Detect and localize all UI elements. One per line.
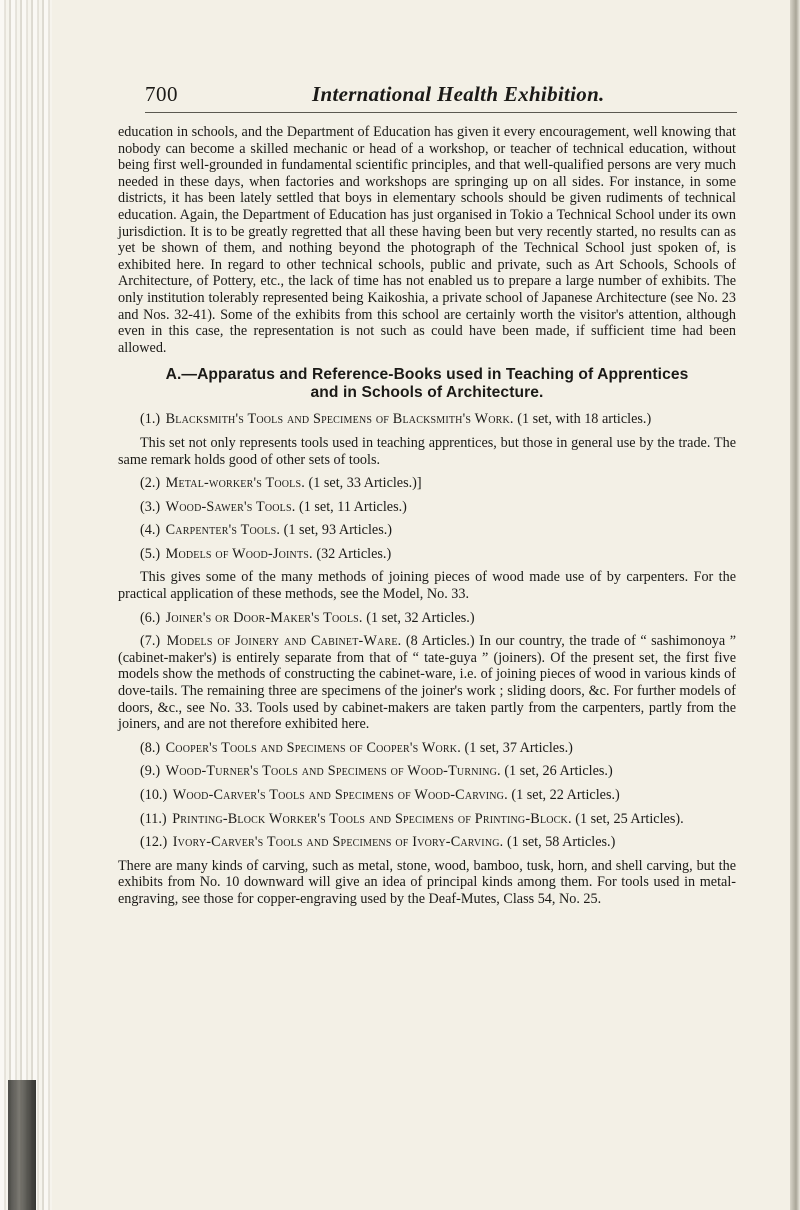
item-title: Cooper's Tools and Specimens of Cooper's Work. (165, 739, 461, 756)
section-heading-line-1: A.—Apparatus and Reference-Books used in Teaching of Apprentices (165, 366, 689, 384)
item-detail: (1 set, 32 Articles.) (362, 609, 475, 626)
item-number: (12.) (140, 834, 168, 851)
list-item (118, 633, 736, 733)
item-number: (3.) (140, 498, 161, 515)
item-detail: (1 set, 11 Articles.) (295, 498, 407, 515)
item-number: (5.) (140, 545, 161, 562)
list-item (118, 610, 736, 627)
running-header (145, 82, 737, 113)
item-number: (2.) (140, 475, 161, 492)
item-title: Models of Joinery and Cabinet-Ware. (166, 633, 402, 650)
item-detail: (1 set, with 18 articles.) (513, 411, 652, 428)
section-heading (118, 366, 736, 402)
list-item (118, 522, 736, 539)
item-title: Models of Wood-Joints. (165, 545, 313, 562)
intro-paragraph: education in schools, and the Department of Education has given it every encouragement, well knowing that nobody can become a skilled mechanic or head of a workshop, or teacher of technical education, without being first well-grounded in fundamental scientific principles, and that well-qualified persons are very much needed in these days, when factories and workshops are springing up on all sides. For instance, in some districts, it has been lately settled that boys in elementary schools should be given rudiments of technical education. Again, the Department of Education has just organised in Tokio a Technical School under its own jurisdiction. It is to be greatly regretted that all these having been but very recently started, no results can as yet be shown of them, and nothing beyond the photograph of the Technical School just spoken of, is exhibited here. In regard to other technical schools, public and private, such as Art Schools, Schools of Architecture, of Pottery, etc., the lack of time has not enabled us to prepare a large number of exhibits. The only institution tolerably represented being Kaikoshia, a private school of Japanese Architecture (see No. 23 and Nos. 32-41). Some of the exhibits from this school are certainly worth the visitor's attention, although even in this case, the representation is not such as could have been made, if sufficient time had been allowed. (118, 124, 736, 356)
list-item (118, 546, 736, 563)
item-detail: (1 set, 93 Articles.) (280, 522, 393, 539)
item-number: (10.) (140, 787, 168, 803)
item-title: Blacksmith's Tools and Specimens of Blacksmith's Work. (165, 411, 514, 428)
item-title: Wood-Carver's Tools and Specimens of Wood-Carving. (172, 787, 508, 803)
item-title: Printing-Block Worker's Tools and Specimens of Printing-Block. (172, 810, 572, 827)
item-detail: (1 set, 33 Articles.)] (305, 475, 422, 492)
list-item (118, 740, 736, 757)
item-number: (9.) (140, 763, 161, 780)
list-item (118, 834, 736, 851)
page-right-edge (790, 0, 800, 1210)
page-stack-edge (0, 0, 52, 1210)
item-number: (1.) (140, 411, 161, 428)
running-title: International Health Exhibition. (312, 82, 605, 106)
item-title: Metal-worker's Tools. (165, 475, 305, 492)
section-heading-line-2: and in Schools of Architecture. (310, 384, 544, 402)
list-item (118, 499, 736, 516)
item-number: (8.) (140, 739, 161, 756)
item-detail: (32 Articles.) (312, 545, 392, 562)
item-title: Wood-Sawer's Tools. (165, 498, 296, 515)
page-number: 700 (145, 82, 178, 106)
item-detail: (1 set, 26 Articles.) (500, 763, 613, 780)
binding-shadow (8, 1080, 36, 1210)
item-number: (7.) (140, 633, 161, 650)
body-text (118, 124, 736, 915)
list-item (118, 787, 736, 804)
item-description: This set not only represents tools used in teaching apprentices, but those in general use by the trade. The same remark holds good of other sets of tools. (118, 434, 736, 468)
list-item (118, 811, 736, 828)
item-description: There are many kinds of carving, such as metal, stone, wood, bamboo, tusk, horn, and shell carving, but the exhibits from No. 10 downward will give an idea of principal kinds among them. For tools used in metal-engraving, see those for copper-engraving used by the Deaf-Mutes, Class 54, No. 25. (118, 857, 736, 907)
list-item (118, 475, 736, 492)
item-number: (4.) (140, 522, 161, 539)
item-detail: (8 Articles.) In our country, the trade of “ sashimonoya ” (cabinet-maker's) is entirely separate from that of “ tate-guya ” (joiners). Of the present set, the first five models show the methods of constructing the cabinet-ware, i.e. of joining pieces of wood in various kinds of dove-tails. The remaining three are specimens of the joiner's work ; sliding doors, &c. For further models of doors, &c., see No. 33. Tools used by cabinet-makers are taken partly from the carpenters, partly from the joiners, and are not therefore exhibited here. (118, 633, 736, 733)
list-item (118, 411, 736, 428)
item-title: Joiner's or Door-Maker's Tools. (165, 609, 363, 626)
item-title: Carpenter's Tools. (165, 522, 281, 539)
item-detail: (1 set, 22 Articles.) (507, 787, 620, 803)
list-item (118, 763, 736, 780)
item-number: (6.) (140, 609, 161, 626)
item-title: Ivory-Carver's Tools and Specimens of Ivory-Carving. (172, 834, 504, 851)
item-detail: (1 set, 58 Articles.) (503, 834, 616, 851)
item-title: Wood-Turner's Tools and Specimens of Wood-Turning. (165, 763, 501, 780)
item-detail: (1 set, 25 Articles). (571, 810, 684, 827)
item-number: (11.) (140, 810, 167, 827)
item-description: This gives some of the many methods of joining pieces of wood made use of by carpenters. For the practical application of these methods, see the Model, No. 33. (118, 569, 736, 603)
item-detail: (1 set, 37 Articles.) (460, 739, 573, 756)
